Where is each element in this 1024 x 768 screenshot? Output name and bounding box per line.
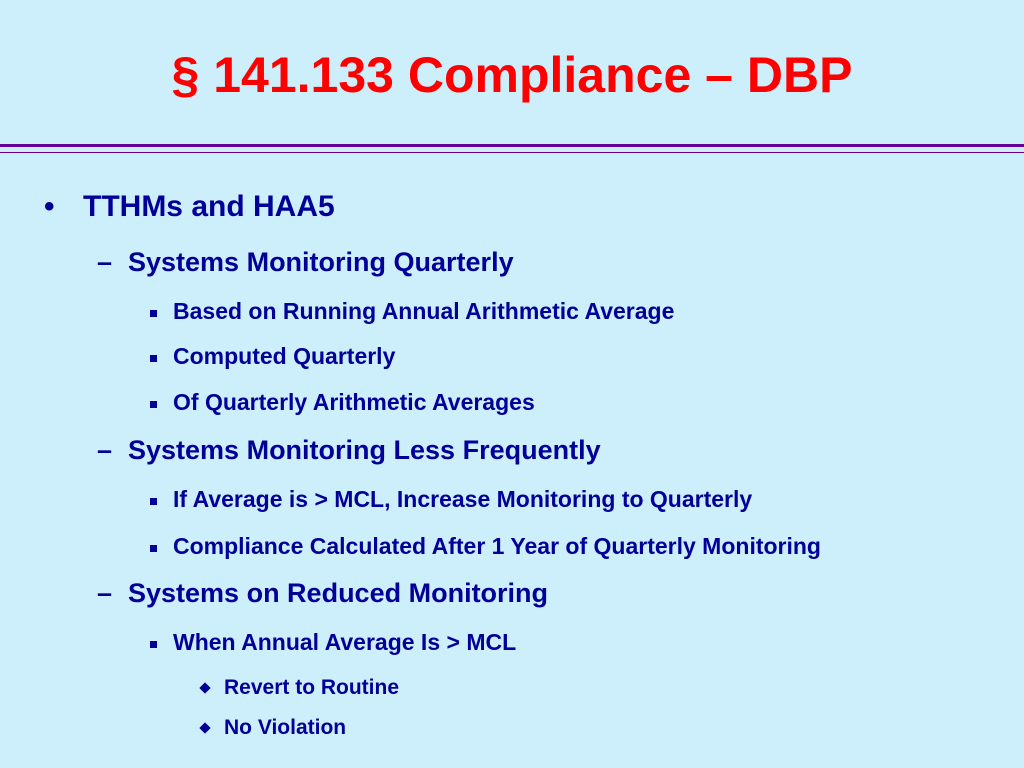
bullet-dot-icon: • <box>44 190 55 223</box>
bullet-level3-item: Based on Running Annual Arithmetic Average <box>173 298 675 324</box>
bullet-level3-item: If Average is > MCL, Increase Monitoring to Quarterly <box>173 486 753 512</box>
dash-bullet-icon: – <box>97 435 113 465</box>
title-divider-thick <box>0 144 1024 147</box>
bullet-level3-item: Computed Quarterly <box>173 343 396 369</box>
square-bullet-icon <box>150 310 157 317</box>
dash-bullet-icon: – <box>97 247 113 277</box>
bullet-level2-item: Systems Monitoring Quarterly <box>128 247 514 277</box>
bullet-level3-item: When Annual Average Is > MCL <box>173 629 517 655</box>
bullet-level4-item: Revert to Routine <box>224 676 400 699</box>
bullet-level2-item: Systems Monitoring Less Frequently <box>128 435 601 465</box>
bullet-level2-item: Systems on Reduced Monitoring <box>128 578 549 608</box>
slide-title: § 141.133 Compliance – DBP <box>171 47 853 103</box>
square-bullet-icon <box>150 498 157 505</box>
square-bullet-icon <box>150 355 157 362</box>
title-divider-thin <box>0 152 1024 153</box>
dash-bullet-icon: – <box>97 578 113 608</box>
bullet-level4-item: No Violation <box>224 716 347 739</box>
square-bullet-icon <box>150 545 157 552</box>
bullet-level3-item: Compliance Calculated After 1 Year of Quarterly Monitoring <box>173 533 821 559</box>
diamond-bullet-icon <box>199 722 210 733</box>
square-bullet-icon <box>150 401 157 408</box>
bullet-level3-item: Of Quarterly Arithmetic Averages <box>173 389 535 415</box>
square-bullet-icon <box>150 641 157 648</box>
diamond-bullet-icon <box>199 682 210 693</box>
bullet-level1-item: TTHMs and HAA5 <box>83 190 335 223</box>
